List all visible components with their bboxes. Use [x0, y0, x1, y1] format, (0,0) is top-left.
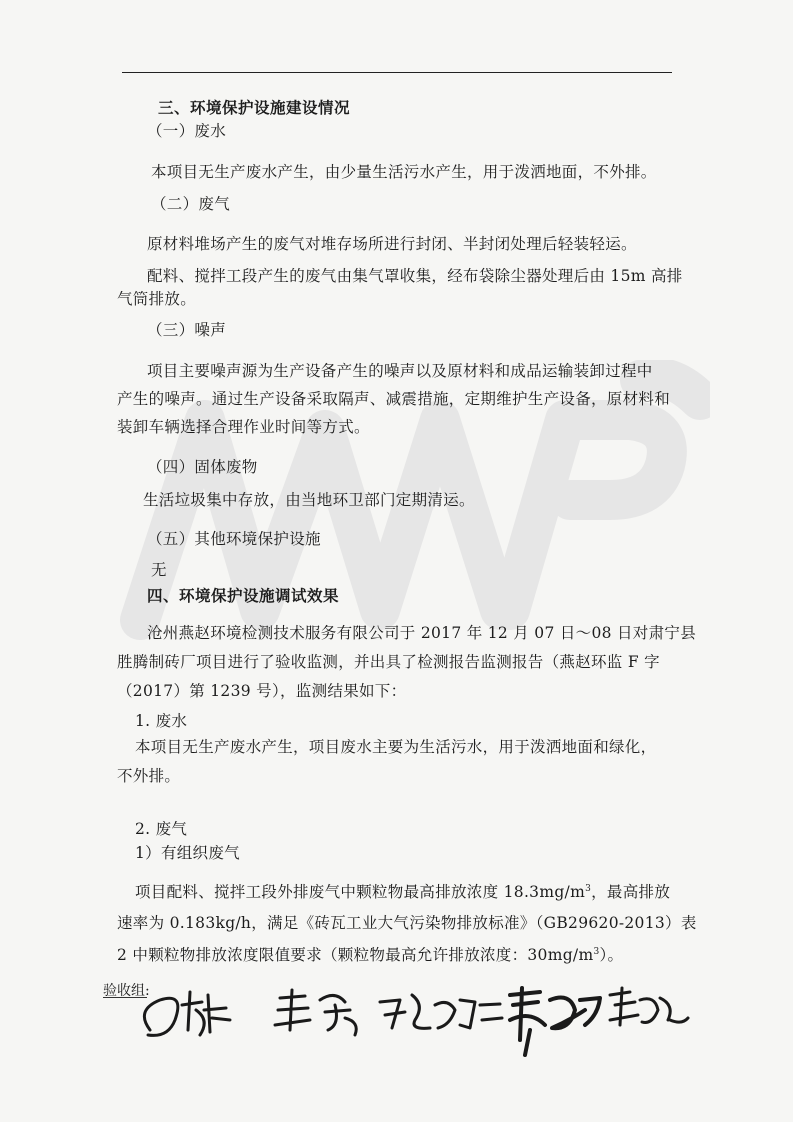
- noise-heading: （三）噪声: [147, 321, 227, 339]
- solid-waste-heading: （四）固体废物: [147, 458, 258, 476]
- signature-1: [144, 992, 230, 1035]
- signature-5: [610, 988, 688, 1025]
- gas-text-1: 原材料堆场产生的废气对堆存场所进行封闭、半封闭处理后轻装轻运。: [147, 235, 637, 253]
- signature-label: 验收组:: [103, 983, 150, 999]
- noise-text-c: 装卸车辆选择合理作业时间等方式。: [117, 418, 370, 436]
- result-wastewater-text-b: 不外排。: [117, 767, 181, 785]
- signature-4: [510, 988, 600, 1055]
- header-rule: [122, 72, 672, 73]
- signature-3: [380, 995, 502, 1028]
- solid-waste-text: 生活垃圾集中存放，由当地环卫部门定期清运。: [143, 491, 475, 509]
- gas-text-2a: 配料、搅拌工段产生的废气由集气罩收集，经布袋除尘器处理后由 15m 高排: [147, 267, 683, 285]
- result-gas-heading: 2. 废气: [135, 820, 188, 838]
- result-wastewater-heading: 1. 废水: [135, 712, 188, 730]
- other-text: 无: [151, 561, 167, 579]
- result-gas-text-b: 速率为 0.183kg/h，满足《砖瓦工业大气污染物排放标准》（GB29620-2013）表: [117, 914, 697, 932]
- result-gas-text-c: 2 中颗粒物排放浓度限值要求（颗粒物最高允许排放浓度：$30mg/m^3$）。: [117, 946, 624, 964]
- section4-text-a: 沧州燕赵环境检测技术服务有限公司于 2017 年 12 月 07 日～08 日对肃宁县: [147, 624, 697, 642]
- signature-2: [275, 990, 356, 1035]
- noise-text-b: 产生的噪声。通过生产设备采取隔声、减震措施，定期维护生产设备，原材料和: [117, 390, 671, 408]
- result-gas-text-a: 项目配料、搅拌工段外排废气中颗粒物最高排放浓度 $18.3mg/m^3$，最高排放: [135, 883, 671, 901]
- result-gas-subheading: 1）有组织废气: [135, 844, 240, 862]
- wastewater-heading: （一）废水: [147, 122, 227, 140]
- handwritten-signatures: [130, 980, 690, 1060]
- section4-title: 四、环境保护设施调试效果: [147, 586, 340, 605]
- section4-text-b: 胜腾制砖厂项目进行了验收监测，并出具了检测报告监测报告（燕赵环监 F 字: [117, 653, 660, 671]
- result-wastewater-text-a: 本项目无生产废水产生，项目废水主要为生活污水，用于泼洒地面和绿化，: [135, 738, 657, 756]
- section4-text-c: （2017）第 1239 号），监测结果如下：: [117, 682, 407, 700]
- wastewater-text: 本项目无生产废水产生，由少量生活污水产生，用于泼洒地面，不外排。: [151, 163, 657, 181]
- gas-text-2b: 气筒排放。: [117, 290, 197, 308]
- other-heading: （五）其他环境保护设施: [147, 530, 321, 548]
- section3-title: 三、环境保护设施建设情况: [158, 98, 351, 117]
- gas-heading: （二）废气: [151, 195, 231, 213]
- noise-text-a: 项目主要噪声源为生产设备产生的噪声以及原材料和成品运输装卸过程中: [147, 362, 653, 380]
